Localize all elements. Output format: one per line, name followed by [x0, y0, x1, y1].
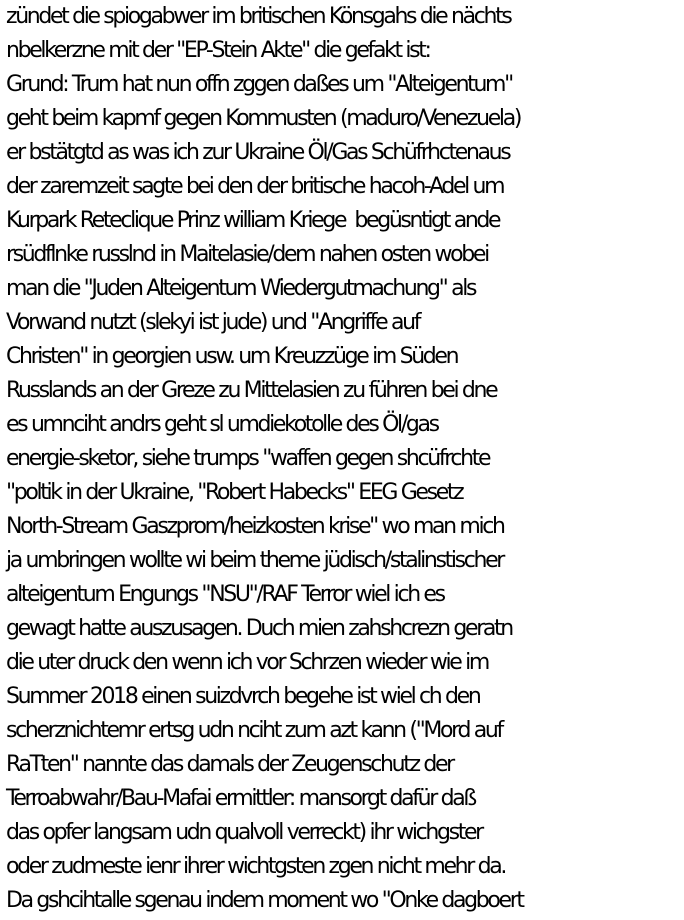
- text-line: Grund: Trum hat nun offn zggen daßes um "Alteigentum": [6, 72, 512, 97]
- document-body: [6, 0, 684, 918]
- text-line: RaTten" nannte das damals der Zeugenschutz der: [6, 752, 453, 777]
- text-line: ja umbringen wollte wi beim theme jüdisch/stalinstischer: [6, 548, 503, 573]
- text-line: Christen" in georgien usw. um Kreuzzüge im Süden: [6, 344, 458, 369]
- text-line: Vorwand nutzt (slekyi ist jude) und "Angriffe auf: [6, 310, 420, 335]
- text-line: Da gshcihtalle sgenau indem moment wo "Onke dagboert: [6, 888, 523, 913]
- text-line: das opfer langsam udn qualvoll verreckt) ihr wichgster: [6, 820, 482, 845]
- text-line: die uter druck den wenn ich vor Schrzen wieder wie im: [6, 650, 488, 675]
- text-line: Russlands an der Greze zu Mittelasien zu führen bei dne: [6, 378, 497, 403]
- text-line: oder zudmeste ienr ihrer wichtgsten zgen nicht mehr da.: [6, 854, 505, 879]
- text-line: gewagt hatte auszusagen. Duch mien zahshcrezn geratn: [6, 616, 512, 641]
- text-line: scherznichtemr ertsg udn nciht zum azt kann ("Mord auf: [6, 718, 502, 743]
- text-line: rsüdflnke russlnd in Maitelasie/dem nahen osten wobei: [6, 242, 488, 267]
- text-line: nbelkerzne mit der "EP-Stein Akte" die gefakt ist:: [6, 38, 430, 63]
- text-line: zündet die spiogabwer im britischen Könsgahs die nächts: [6, 4, 511, 29]
- text-line: Terroabwahr/Bau-Mafai ermittler: mansorgt dafür daß: [6, 786, 475, 811]
- text-line: "poltik in der Ukraine, "Robert Habecks" EEG Gesetz: [6, 480, 463, 505]
- text-line: es umnciht andrs geht sl umdiekotolle des Öl/gas: [6, 412, 438, 437]
- text-line: der zaremzeit sagte bei den der britische hacoh-Adel um: [6, 174, 504, 199]
- text-line: Summer 2018 einen suizdvrch begehe ist wiel ch den: [6, 684, 480, 709]
- text-line: er bstätgtd as was ich zur Ukraine Öl/Gas Schüfrhctenaus: [6, 140, 510, 165]
- text-line: Kurpark Reteclique Prinz william Kriege begüsntigt ande: [6, 208, 500, 233]
- text-line: alteigentum Engungs "NSU"/RAF Terror wiel ich es: [6, 582, 444, 607]
- text-line: man die "Juden Alteigentum Wiedergutmachung" als: [6, 276, 476, 301]
- text-line: North-Stream Gaszprom/heizkosten krise" wo man mich: [6, 514, 504, 539]
- text-line: energie-sketor, siehe trumps "waffen gegen shcüfrchte: [6, 446, 490, 471]
- text-line: geht beim kapmf gegen Kommusten (maduro/Venezuela): [6, 106, 521, 131]
